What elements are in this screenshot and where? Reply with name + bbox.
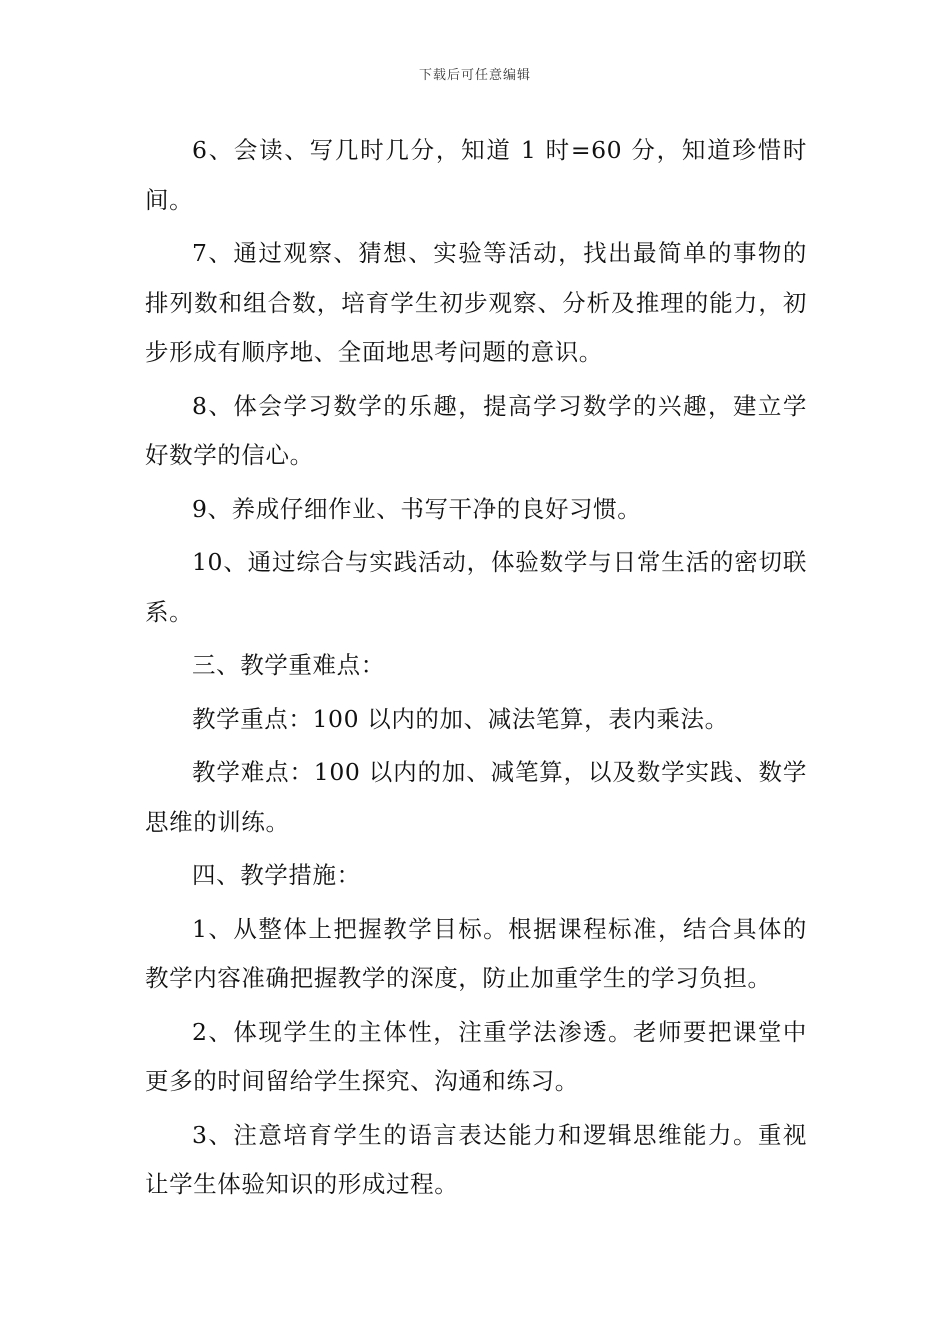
- page-header-note: 下载后可任意编辑: [418, 68, 531, 83]
- paragraph-goal-10: 10、通过综合与实践活动，体验数学与日常生活的密切联系。: [145, 548, 807, 626]
- paragraph-goal-8: 8、体会学习数学的乐趣，提高学习数学的兴趣，建立学好数学的信心。: [145, 391, 807, 469]
- section-heading-measures: 四、教学措施：: [192, 861, 361, 889]
- paragraph-goal-6: 6、会读、写几时几分，知道 1 时=60 分，知道珍惜时间。: [145, 136, 807, 214]
- paragraph-key-points: 教学重点：100 以内的加、减法笔算，表内乘法。: [192, 704, 729, 733]
- paragraph-goal-9: 9、养成仔细作业、书写干净的良好习惯。: [192, 494, 642, 523]
- paragraph-difficult-points: 教学难点：100 以内的加、减笔算，以及数学实践、数学思维的训练。: [145, 758, 807, 836]
- section-heading-key-points: 三、教学重难点：: [192, 651, 385, 679]
- paragraph-measure-3: 3、注意培育学生的语言表达能力和逻辑思维能力。重视让学生体验知识的形成过程。: [145, 1120, 807, 1198]
- paragraph-measure-1: 1、从整体上把握教学目标。根据课程标准，结合具体的教学内容准确把握教学的深度，防止加重学生的学习负担。: [145, 914, 807, 992]
- paragraph-goal-7: 7、通过观察、猜想、实验等活动，找出最简单的事物的排列数和组合数，培育学生初步观察、分析及推理的能力，初步形成有顺序地、全面地思考问题的意识。: [145, 239, 807, 366]
- document-body: [145, 126, 807, 1214]
- paragraph-measure-2: 2、体现学生的主体性，注重学法渗透。老师要把课堂中更多的时间留给学生探究、沟通和练习。: [145, 1017, 807, 1095]
